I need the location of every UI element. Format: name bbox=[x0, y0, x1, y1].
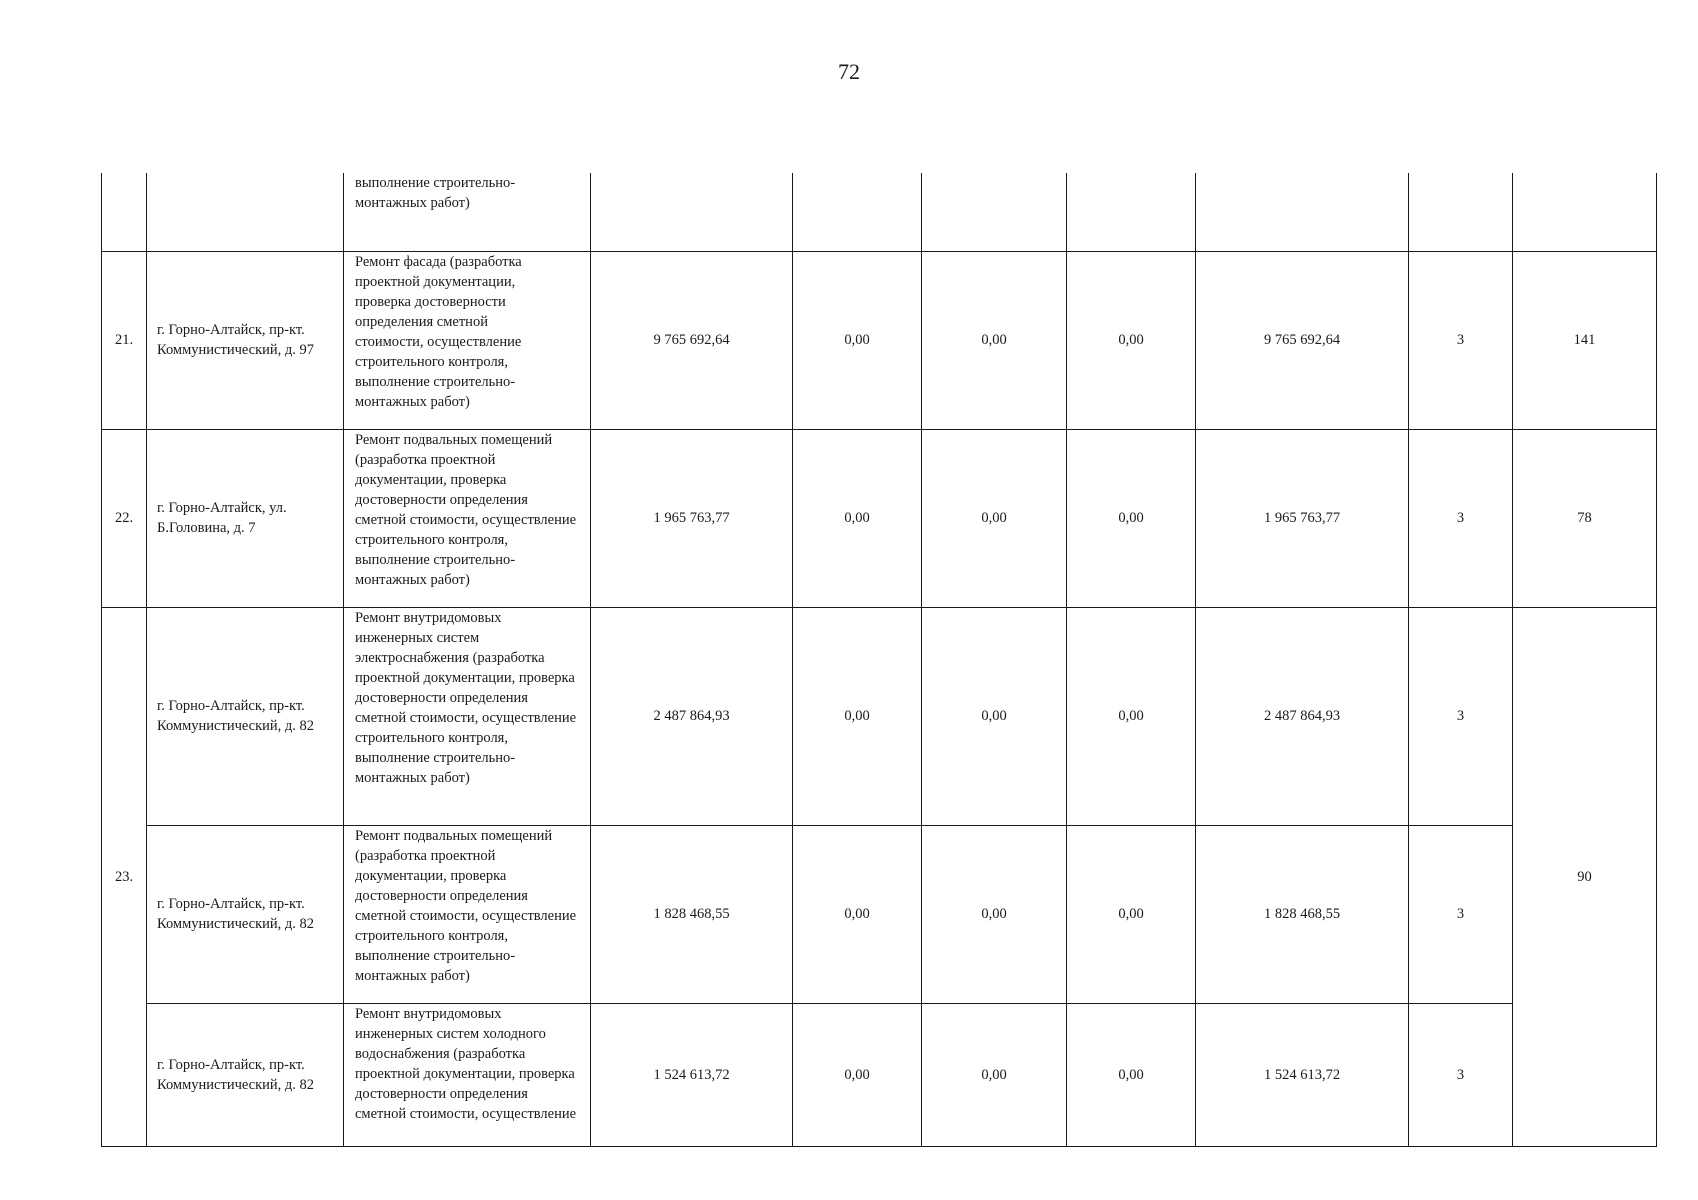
total-cost: 1 524 613,72 bbox=[591, 1003, 793, 1146]
value-cell: 3 bbox=[1409, 429, 1513, 607]
table-row bbox=[102, 251, 1657, 429]
value-cell: 1 524 613,72 bbox=[1196, 1003, 1409, 1146]
value-cell: 0,00 bbox=[922, 429, 1067, 607]
table-row bbox=[102, 429, 1657, 607]
table-row bbox=[102, 607, 1657, 825]
value-cell: 3 bbox=[1409, 825, 1513, 1003]
work-description: выполнение строительно-монтажных работ) bbox=[355, 175, 516, 211]
value-cell: 0,00 bbox=[922, 1003, 1067, 1146]
address: г. Горно-Алтайск, ул. Б.Головина, д. 7 bbox=[157, 500, 287, 536]
value-cell bbox=[1409, 173, 1513, 251]
address-cell bbox=[147, 607, 344, 825]
value-cell: 0,00 bbox=[793, 1003, 922, 1146]
value-cell bbox=[1067, 173, 1196, 251]
total-cost: 1 965 763,77 bbox=[591, 429, 793, 607]
value-cell: 0,00 bbox=[793, 429, 922, 607]
work-description: Ремонт подвальных помещений (разработка проектной документации, проверка достоверности определения сметной стоимости, осуществление строительного контроля, выполнение строительно-монтажных работ) bbox=[355, 827, 577, 984]
value-cell: 90 bbox=[1513, 607, 1657, 1146]
total-cost: 2 487 864,93 bbox=[591, 607, 793, 825]
table-row bbox=[102, 1003, 1657, 1146]
work-description: Ремонт внутридомовых инженерных систем электроснабжения (разработка проектной документации, проверка достоверности определения сметной стоимости, осуществление строительного контроля, выполнение строительно-монтажных работ) bbox=[355, 609, 577, 786]
value-cell: 141 bbox=[1513, 251, 1657, 429]
row-number: 22. bbox=[102, 429, 147, 607]
value-cell: 0,00 bbox=[1067, 825, 1196, 1003]
address: г. Горно-Алтайск, пр-кт. Коммунистический, д. 82 bbox=[157, 896, 315, 932]
value-cell: 0,00 bbox=[793, 251, 922, 429]
work-description-cell bbox=[344, 1003, 591, 1146]
value-cell bbox=[1513, 173, 1657, 251]
address: г. Горно-Алтайск, пр-кт. Коммунистический, д. 82 bbox=[157, 1056, 315, 1093]
value-cell: 1 965 763,77 bbox=[1196, 429, 1409, 607]
page-number: 72 bbox=[838, 59, 860, 84]
row-number-cell bbox=[102, 173, 147, 251]
address: г. Горно-Алтайск, пр-кт. Коммунистический, д. 97 bbox=[157, 322, 315, 358]
address-cell bbox=[147, 1003, 344, 1146]
value-cell bbox=[793, 173, 922, 251]
total-cost: 1 828 468,55 bbox=[591, 825, 793, 1003]
value-cell: 9 765 692,64 bbox=[1196, 251, 1409, 429]
value-cell: 0,00 bbox=[793, 607, 922, 825]
work-description: Ремонт подвальных помещений (разработка проектной документации, проверка достоверности определения сметной стоимости, осуществление строительного контроля, выполнение строительно-монтажных работ) bbox=[355, 431, 577, 588]
value-cell: 0,00 bbox=[1067, 251, 1196, 429]
value-cell bbox=[1196, 173, 1409, 251]
value-cell: 78 bbox=[1513, 429, 1657, 607]
address: г. Горно-Алтайск, пр-кт. Коммунистический, д. 82 bbox=[157, 698, 315, 734]
value-cell: 0,00 bbox=[922, 825, 1067, 1003]
work-description: Ремонт фасада (разработка проектной документации, проверка достоверности определения сметной стоимости, осуществление строительного контроля, выполнение строительно-монтажных работ) bbox=[355, 253, 522, 410]
work-description-cell bbox=[344, 607, 591, 825]
work-description-cell bbox=[344, 173, 591, 251]
work-description: Ремонт внутридомовых инженерных систем холодного водоснабжения (разработка проектной документации, проверка достоверности определения сметной стоимости, осуществление bbox=[355, 1005, 577, 1122]
value-cell: 3 bbox=[1409, 607, 1513, 825]
repair-works-table bbox=[101, 173, 1657, 1147]
row-number: 21. bbox=[102, 251, 147, 429]
address-cell bbox=[147, 825, 344, 1003]
table-row bbox=[102, 825, 1657, 1003]
work-description-cell bbox=[344, 429, 591, 607]
value-cell: 0,00 bbox=[922, 251, 1067, 429]
value-cell: 1 828 468,55 bbox=[1196, 825, 1409, 1003]
address-cell bbox=[147, 173, 344, 251]
work-description-cell bbox=[344, 251, 591, 429]
value-cell: 0,00 bbox=[793, 825, 922, 1003]
total-cost-cell bbox=[591, 173, 793, 251]
value-cell: 0,00 bbox=[1067, 607, 1196, 825]
work-description-cell bbox=[344, 825, 591, 1003]
value-cell: 2 487 864,93 bbox=[1196, 607, 1409, 825]
value-cell: 3 bbox=[1409, 1003, 1513, 1146]
table-row bbox=[102, 173, 1657, 251]
address-cell bbox=[147, 251, 344, 429]
total-cost: 9 765 692,64 bbox=[591, 251, 793, 429]
value-cell: 0,00 bbox=[922, 607, 1067, 825]
value-cell: 0,00 bbox=[1067, 1003, 1196, 1146]
value-cell: 3 bbox=[1409, 251, 1513, 429]
value-cell: 0,00 bbox=[1067, 429, 1196, 607]
value-cell bbox=[922, 173, 1067, 251]
row-number: 23. bbox=[102, 607, 147, 1146]
address-cell bbox=[147, 429, 344, 607]
